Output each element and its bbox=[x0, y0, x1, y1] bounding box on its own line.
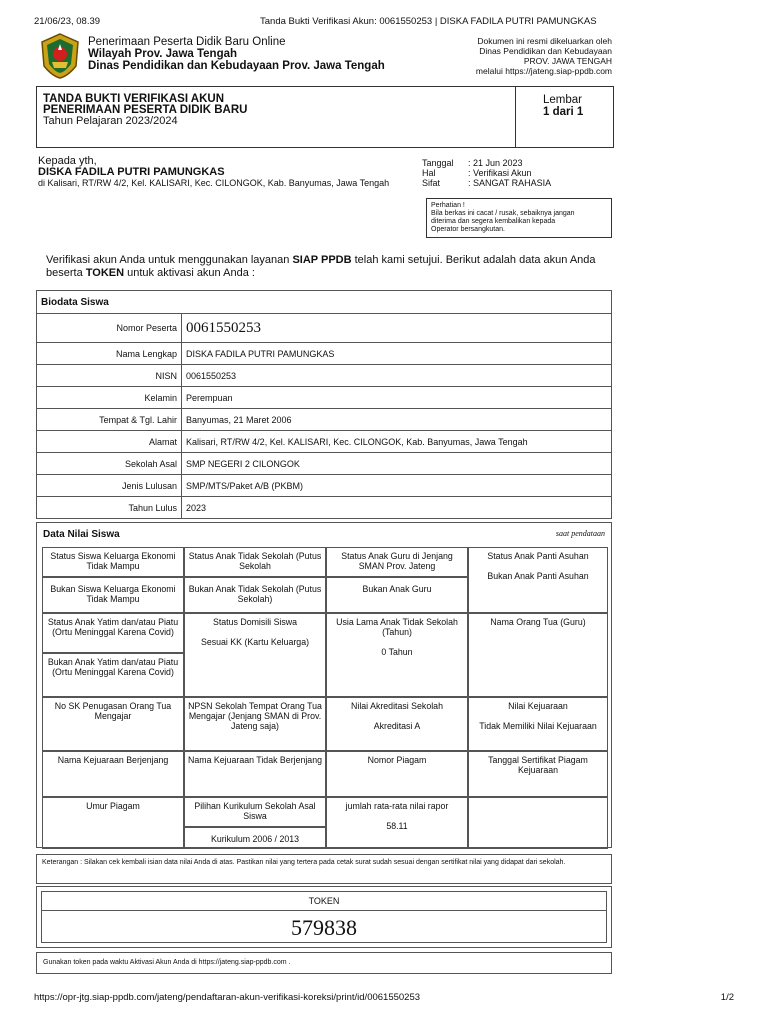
label-panti-text: Status Anak Panti Asuhan bbox=[487, 551, 589, 561]
warning-line1: Perhatian ! bbox=[431, 202, 465, 209]
doc-title: TANDA BUKTI VERIFIKASI AKUN bbox=[43, 93, 225, 105]
issuer-line3: PROV. JAWA TENGAH bbox=[523, 56, 612, 66]
value-anak-guru: Bukan Anak Guru bbox=[326, 577, 468, 613]
label-kejuaraan bbox=[468, 697, 608, 751]
table-row bbox=[37, 453, 612, 475]
warning-line3: diterima dan segera kembalikan kepada bbox=[431, 218, 556, 225]
field-value: Banyumas, 21 Maret 2006 bbox=[182, 409, 612, 431]
field-value: 0061550253 bbox=[182, 314, 612, 343]
value-rata-rapor: 58.11 bbox=[386, 821, 408, 831]
issuer-line4: melalui https://jateng.siap-ppdb.com bbox=[475, 66, 612, 76]
token-inner bbox=[41, 891, 607, 943]
field-value: 0061550253 bbox=[182, 365, 612, 387]
label-ekonomi: Status Siswa Keluarga Ekonomi Tidak Mampu bbox=[42, 547, 184, 577]
field-label: Tahun Lulus bbox=[37, 497, 182, 519]
field-label: Nama Lengkap bbox=[37, 343, 182, 365]
issuer-line1: Dokumen ini resmi dikeluarkan oleh bbox=[477, 36, 612, 46]
recipient-address: di Kalisari, RT/RW 4/2, Kel. KALISARI, Kec. CILONGOK, Kab. Banyumas, Jawa Tengah bbox=[38, 178, 390, 188]
field-value: SMP/MTS/Paket A/B (PKBM) bbox=[182, 475, 612, 497]
label-npsn: NPSN Sekolah Tempat Orang Tua Mengajar (Jenjang SMAN di Prov. Jateng saja) bbox=[184, 697, 326, 751]
intro-part3: beserta bbox=[46, 267, 86, 279]
label-rata-text: jumlah rata-rata nilai rapor bbox=[345, 801, 449, 811]
token-value: 579838 bbox=[291, 915, 357, 940]
letter-meta bbox=[422, 158, 551, 188]
header-line1: Penerimaan Peserta Didik Baru Online bbox=[88, 36, 286, 48]
nilai-section bbox=[36, 522, 612, 848]
sifat-label: Sifat bbox=[422, 178, 441, 188]
warning-line4: Operator bersangkutan. bbox=[431, 226, 505, 233]
table-row bbox=[37, 365, 612, 387]
header-issuer bbox=[476, 36, 612, 76]
intro-part4: untuk aktivasi akun Anda : bbox=[124, 267, 255, 279]
field-label: Jenis Lulusan bbox=[37, 475, 182, 497]
label-kejuaraan-berjenjang: Nama Kejuaraan Berjenjang bbox=[42, 751, 184, 797]
print-page-number: 1/2 bbox=[720, 992, 734, 1003]
value-ekonomi: Bukan Siswa Keluarga Ekonomi Tidak Mampu bbox=[42, 577, 184, 613]
keterangan: Keterangan : Silakan cek kembali isian data nilai Anda di atas. Pastikan nilai yang tertera pada cetak surat sudah sesuai dengan sertifikat nilai yang didapat dari sekolah. bbox=[36, 854, 612, 884]
kepada-label: Kepada yth, bbox=[38, 155, 97, 167]
intro-token: TOKEN bbox=[85, 267, 125, 279]
value-akreditasi: Akreditasi A bbox=[373, 721, 421, 731]
issuer-line2: Dinas Pendidikan dan Kebudayaan bbox=[479, 46, 612, 56]
hal-value: : Verifikasi Akun bbox=[468, 168, 532, 178]
label-panti bbox=[468, 547, 608, 613]
value-kurikulum: Kurikulum 2006 / 2013 bbox=[184, 827, 326, 849]
field-value: 2023 bbox=[182, 497, 612, 519]
doc-subtitle: PENERIMAAN PESERTA DIDIK BARU bbox=[43, 104, 248, 116]
tanggal-value: : 21 Jun 2023 bbox=[468, 158, 523, 168]
label-domisili bbox=[184, 613, 326, 697]
value-panti: Bukan Anak Panti Asuhan bbox=[487, 571, 589, 581]
biodata-heading: Biodata Siswa bbox=[37, 291, 612, 314]
intro-siap-ppdb: SIAP PPDB bbox=[292, 254, 352, 266]
token-label: TOKEN bbox=[42, 892, 606, 911]
nilai-heading: Data Nilai Siswa bbox=[43, 529, 120, 540]
value-yatim: Bukan Anak Yatim dan/atau Piatu (Ortu Meninggal Karena Covid) bbox=[42, 653, 184, 697]
hal-label: Hal bbox=[422, 168, 436, 178]
label-tanggal-piagam: Tanggal Sertifikat Piagam Kejuaraan bbox=[468, 751, 608, 797]
field-value: Kalisari, RT/RW 4/2, Kel. KALISARI, Kec. CILONGOK, Kab. Banyumas, Jawa Tengah bbox=[182, 431, 612, 453]
field-label: Sekolah Asal bbox=[37, 453, 182, 475]
table-row bbox=[37, 497, 612, 519]
label-kejuaraan-tidak-berjenjang: Nama Kejuaraan Tidak Berjenjang bbox=[184, 751, 326, 797]
field-label: Alamat bbox=[37, 431, 182, 453]
header-line3: Dinas Pendidikan dan Kebudayaan Prov. Jawa Tengah bbox=[88, 60, 385, 72]
label-sk-penugasan: No SK Penugasan Orang Tua Mengajar bbox=[42, 697, 184, 751]
header-title bbox=[88, 36, 385, 72]
table-row bbox=[37, 314, 612, 343]
tanggal-label: Tanggal bbox=[422, 158, 454, 168]
label-kejuaraan-text: Nilai Kejuaraan bbox=[508, 701, 568, 711]
table-row bbox=[37, 387, 612, 409]
header-line2: Wilayah Prov. Jawa Tengah bbox=[88, 48, 238, 60]
sheet-count bbox=[543, 94, 583, 118]
table-row bbox=[37, 431, 612, 453]
recipient-name: DISKA FADILA PUTRI PAMUNGKAS bbox=[38, 166, 225, 178]
label-putus-sekolah: Status Anak Tidak Sekolah (Putus Sekolah bbox=[184, 547, 326, 577]
value-putus-sekolah: Bukan Anak Tidak Sekolah (Putus Sekolah) bbox=[184, 577, 326, 613]
label-umur-piagam: Umur Piagam bbox=[42, 797, 184, 849]
label-akreditasi bbox=[326, 697, 468, 751]
label-kurikulum: Pilihan Kurikulum Sekolah Asal Siswa bbox=[184, 797, 326, 827]
label-yatim: Status Anak Yatim dan/atau Piatu (Ortu Meninggal Karena Covid) bbox=[42, 613, 184, 653]
recipient bbox=[38, 156, 408, 188]
print-tab-title: Tanda Bukti Verifikasi Akun: 0061550253 | DISKA FADILA PUTRI PAMUNGKAS bbox=[260, 16, 597, 27]
label-nama-ortu-guru: Nama Orang Tua (Guru) bbox=[468, 613, 608, 697]
title-block bbox=[43, 94, 247, 127]
label-akreditasi-text: Nilai Akreditasi Sekolah bbox=[351, 701, 443, 711]
label-domisili-text: Status Domisili Siswa bbox=[212, 617, 298, 627]
field-value: SMP NEGERI 2 CILONGOK bbox=[182, 453, 612, 475]
intro-part1: Verifikasi akun Anda untuk menggunakan layanan bbox=[46, 254, 293, 266]
label-usia-text: Usia Lama Anak Tidak Sekolah (Tahun) bbox=[336, 617, 458, 637]
biodata-table bbox=[36, 290, 612, 519]
print-datetime: 21/06/23, 08.39 bbox=[34, 16, 101, 27]
warning-box bbox=[426, 198, 612, 238]
field-label: NISN bbox=[37, 365, 182, 387]
lembar-value: 1 dari 1 bbox=[543, 106, 584, 118]
label-usia-tidak-sekolah bbox=[326, 613, 468, 697]
title-box bbox=[36, 86, 614, 148]
field-label: Nomor Peserta bbox=[37, 314, 182, 343]
table-row bbox=[37, 343, 612, 365]
empty-cell bbox=[468, 797, 608, 849]
value-domisili: Sesuai KK (Kartu Keluarga) bbox=[200, 637, 310, 647]
token-box bbox=[36, 886, 612, 948]
sifat-value: : SANGAT RAHASIA bbox=[468, 178, 552, 188]
field-label: Kelamin bbox=[37, 387, 182, 409]
token-instructions: Gunakan token pada waktu Aktivasi Akun Anda di https://jateng.siap-ppdb.com . bbox=[36, 952, 612, 974]
value-usia: 0 Tahun bbox=[381, 647, 413, 657]
field-value: Perempuan bbox=[182, 387, 612, 409]
academic-year: Tahun Pelajaran 2023/2024 bbox=[43, 115, 178, 127]
value-kejuaraan: Tidak Memiliki Nilai Kejuaraan bbox=[479, 721, 597, 731]
lembar-label: Lembar bbox=[543, 94, 582, 106]
field-value: DISKA FADILA PUTRI PAMUNGKAS bbox=[182, 343, 612, 365]
nilai-note: saat pendataan bbox=[555, 529, 605, 538]
warning-line2: Bila berkas ini cacat / rusak, sebaiknya jangan bbox=[431, 210, 575, 217]
intro-part2: telah kami setujui. Berikut adalah data akun Anda bbox=[351, 254, 596, 266]
label-nomor-piagam: Nomor Piagam bbox=[326, 751, 468, 797]
label-rata-rapor bbox=[326, 797, 468, 849]
table-row bbox=[37, 409, 612, 431]
print-url: https://opr-jtg.siap-ppdb.com/jateng/pendaftaran-akun-verifikasi-koreksi/print/id/0061550253 bbox=[34, 992, 421, 1003]
intro-text bbox=[46, 254, 606, 280]
field-label: Tempat & Tgl. Lahir bbox=[37, 409, 182, 431]
jawa-tengah-emblem-icon bbox=[38, 32, 82, 80]
label-anak-guru: Status Anak Guru di Jenjang SMAN Prov. Jateng bbox=[326, 547, 468, 577]
table-row bbox=[37, 475, 612, 497]
title-divider bbox=[515, 87, 516, 147]
